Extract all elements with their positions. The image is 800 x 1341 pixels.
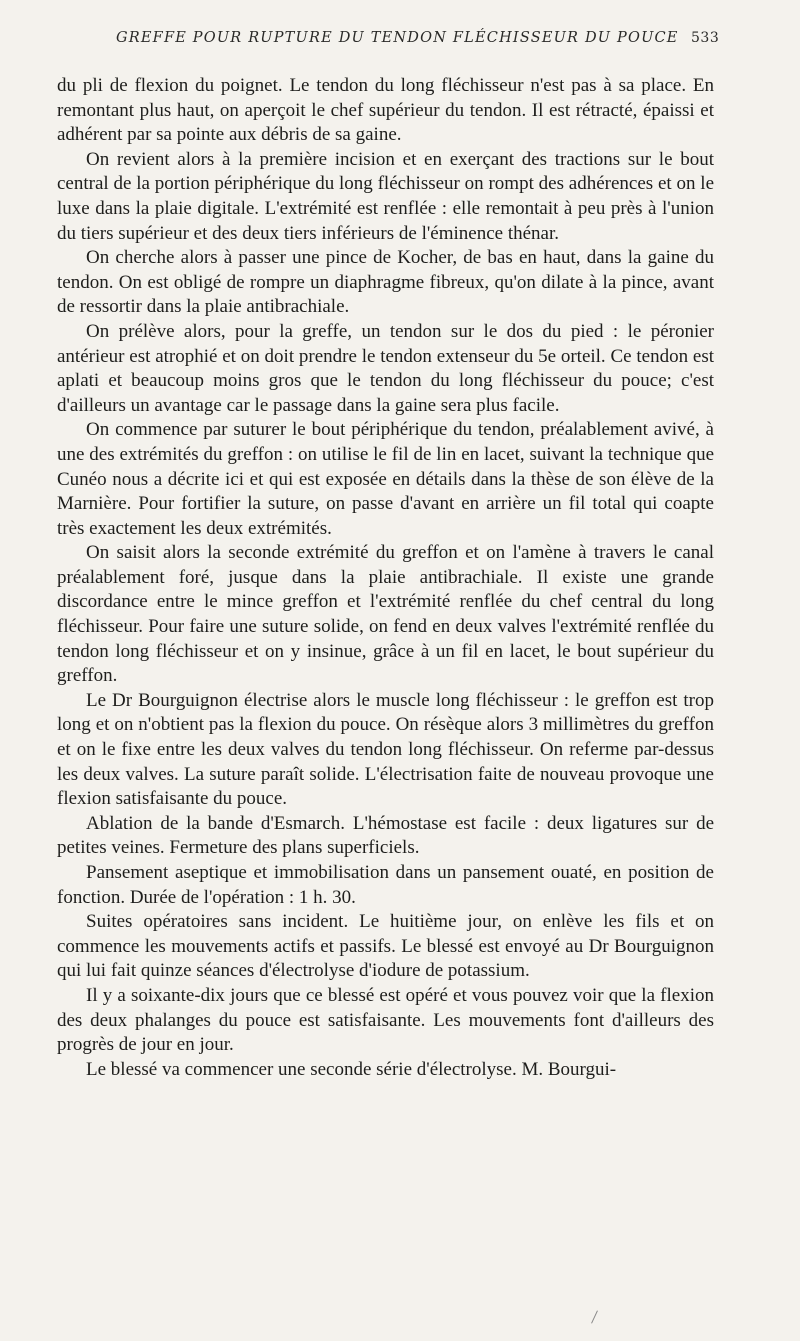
- paragraph: On revient alors à la première incision et en exerçant des tractions sur le bout central de la portion périphérique du long fléchisseur on rompt des adhérences et on le luxe dans la plaie digitale. L'extrémité est renflée : elle remontait à peu près à l'union du tiers supérieur et des deux tiers inférieurs de l'éminence thénar.: [57, 148, 714, 244]
- paragraph: On saisit alors la seconde extrémité du greffon et on l'amène à travers le canal préalablement foré, jusque dans la plaie antibrachiale. Il existe une grande discordance entre le mince greffon et l'extrémité renflée du chef central du long fléchisseur. Pour faire une suture solide, on fend en deux valves l'extrémité renflée du tendon long fléchisseur et on y insinue, grâce à un fil en lacet, le bout supérieur du greffon.: [57, 542, 714, 687]
- paragraph: Le Dr Bourguignon électrise alors le muscle long fléchisseur : le greffon est trop long et on n'obtient pas la flexion du pouce. On résèque alors 3 millimètres du greffon et on le fixe entre les deux valves du tendon long fléchisseur. On referme par-dessus les deux valves. La suture paraît solide. L'électrisation faite de nouveau provoque une flexion satisfaisante du pouce.: [57, 689, 714, 810]
- paragraph: On cherche alors à passer une pince de Kocher, de bas en haut, dans la gaine du tendon. On est obligé de rompre un diaphragme fibreux, qu'on dilate à la pince, avant de ressortir dans la plaie antibrachiale.: [57, 247, 714, 318]
- paragraph: Pansement aseptique et immobilisation dans un pansement ouaté, en position de fonction. Durée de l'opération : 1 h. 30.: [57, 862, 714, 908]
- running-title: GREFFE POUR RUPTURE DU TENDON FLÉCHISSEUR DU POUCE: [116, 30, 679, 46]
- paragraph: Le blessé va commencer une seconde série d'électrolyse. M. Bourgui-: [86, 1058, 617, 1080]
- paragraph: Suites opératoires sans incident. Le huitième jour, on enlève les fils et on commence les mouvements actifs et passifs. Le blessé est envoyé au Dr Bourguignon qui lui fait quinze séances d'électrolyse d'iodure de potassium.: [57, 911, 714, 982]
- body-text: [57, 74, 714, 1082]
- pencil-mark: [591, 1310, 598, 1323]
- paragraph: Ablation de la bande d'Esmarch. L'hémostase est facile : deux ligatures sur de petites veines. Fermeture des plans superficiels.: [57, 812, 714, 859]
- paragraph: du pli de flexion du poignet. Le tendon du long fléchisseur n'est pas à sa place. En remontant plus haut, on aperçoit le chef supérieur du tendon. Il est rétracté, épaissi et adhérent par sa pointe aux débris de sa gaine.: [57, 75, 714, 146]
- paragraph: On prélève alors, pour la greffe, un tendon sur le dos du pied : le péronier antérieur est atrophié et on doit prendre le tendon extenseur du 5e orteil. Ce tendon est aplati et beaucoup moins gros que le tendon du long fléchisseur du pouce; c'est d'ailleurs un avantage car le passage dans la gaine sera plus facile.: [57, 320, 714, 416]
- paragraph: On commence par suturer le bout périphérique du tendon, préalablement avivé, à une des extrémités du greffon : on utilise le fil de lin en lacet, suivant la technique que Cunéo nous a décrite ici et qui est exposée en détails dans la thèse de son élève de la Marnière. Pour fortifier la suture, on passe d'avant en arrière un fil total qui coapte très exactement les deux extrémités.: [57, 419, 714, 539]
- paragraph: Il y a soixante-dix jours que ce blessé est opéré et vous pouvez voir que la flexion des deux phalanges du pouce est satisfaisante. Les mouvements font d'ailleurs des progrès de jour en jour.: [57, 984, 714, 1056]
- running-head: [116, 30, 720, 52]
- page-number: 533: [691, 30, 720, 46]
